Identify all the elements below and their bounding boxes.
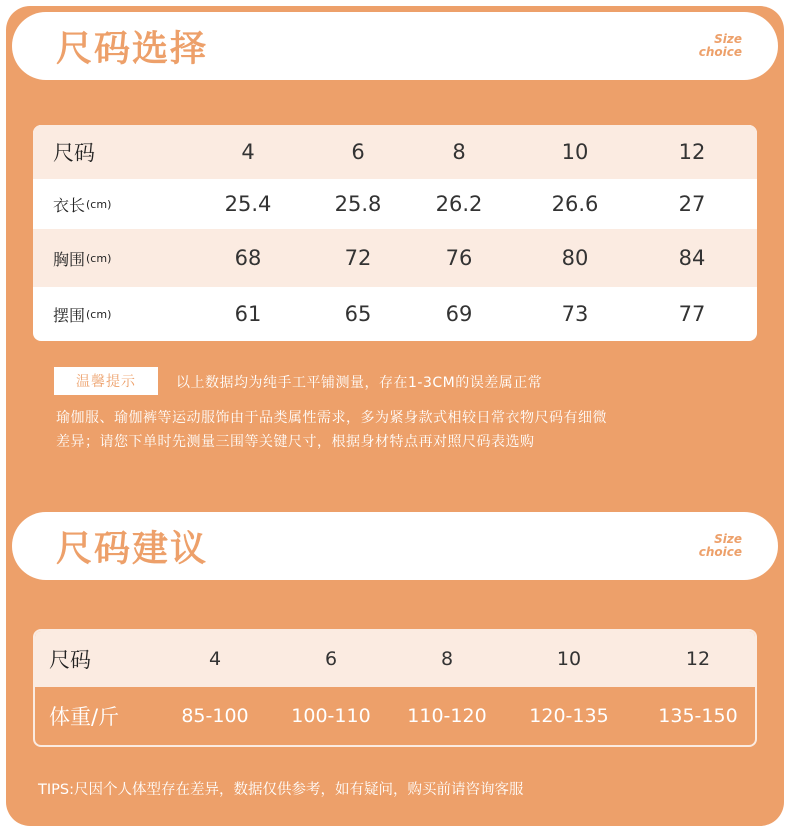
value-cell: 27 bbox=[678, 192, 706, 216]
value-cell: 69 bbox=[445, 302, 473, 326]
size-cell: 12 bbox=[685, 648, 711, 670]
weight-cell: 100-110 bbox=[291, 705, 371, 727]
row-label bbox=[53, 229, 111, 287]
section-tag-line1: Size bbox=[714, 32, 742, 46]
weight-table-header bbox=[35, 631, 755, 687]
note-line-2: 瑜伽服、瑜伽裤等运动服饰由于品类属性需求，多为紧身款式相较日常衣物尺码有细微 bbox=[56, 410, 607, 426]
weight-cell: 135-150 bbox=[658, 705, 738, 727]
section-title: 尺码选择 bbox=[56, 28, 209, 70]
value-cell: 61 bbox=[234, 302, 262, 326]
size-table bbox=[33, 125, 757, 341]
section-banner-size-choice bbox=[12, 12, 778, 80]
value-cell: 25.4 bbox=[224, 192, 272, 216]
value-cell: 73 bbox=[561, 302, 589, 326]
weight-cell: 85-100 bbox=[181, 705, 249, 727]
section-banner-size-advice bbox=[12, 512, 778, 580]
tips-text: TIPS:尺因个人体型存在差异，数据仅供参考，如有疑问，购买前请咨询客服 bbox=[38, 782, 524, 798]
weight-cell: 120-135 bbox=[529, 705, 609, 727]
section-tag-line2: choice bbox=[698, 45, 742, 59]
tip-badge: 温馨提示 bbox=[54, 367, 158, 395]
value-cell: 84 bbox=[678, 246, 706, 270]
size-cell: 8 bbox=[452, 140, 466, 164]
value-cell: 26.2 bbox=[435, 192, 483, 216]
size-table-header bbox=[33, 125, 757, 179]
value-cell: 65 bbox=[344, 302, 372, 326]
row-label bbox=[53, 287, 111, 341]
value-cell: 68 bbox=[234, 246, 262, 270]
size-cell: 6 bbox=[351, 140, 365, 164]
row-label bbox=[53, 179, 111, 229]
weight-table bbox=[33, 629, 757, 747]
note-line-3: 差异；请您下单时先测量三围等关键尺寸，根据身材特点再对照尺码表选购 bbox=[56, 434, 535, 450]
row-label: 体重/斤 bbox=[49, 705, 120, 729]
size-cell: 6 bbox=[324, 648, 338, 670]
row-unit: (cm) bbox=[86, 251, 112, 265]
table-row bbox=[35, 687, 755, 745]
row-label-text: 胸围 bbox=[53, 249, 86, 269]
size-cell: 12 bbox=[678, 140, 706, 164]
row-unit: (cm) bbox=[86, 307, 112, 321]
section-title: 尺码建议 bbox=[56, 528, 209, 570]
table-row bbox=[33, 179, 757, 229]
weight-cell: 110-120 bbox=[407, 705, 487, 727]
row-label-text: 摆围 bbox=[53, 305, 86, 325]
value-cell: 80 bbox=[561, 246, 589, 270]
size-cell: 4 bbox=[208, 648, 222, 670]
header-label: 尺码 bbox=[49, 648, 91, 672]
section-tag-line2: choice bbox=[698, 545, 742, 559]
note-line-1: 以上数据均为纯手工平铺测量，存在1-3CM的误差属正常 bbox=[176, 375, 543, 391]
size-guide-panel bbox=[6, 6, 784, 826]
size-cell: 8 bbox=[440, 648, 454, 670]
section-tag bbox=[699, 33, 742, 59]
value-cell: 76 bbox=[445, 246, 473, 270]
value-cell: 72 bbox=[344, 246, 372, 270]
size-cell: 4 bbox=[241, 140, 255, 164]
section-tag-line1: Size bbox=[714, 532, 742, 546]
size-cell: 10 bbox=[556, 648, 582, 670]
table-row bbox=[33, 229, 757, 287]
size-cell: 10 bbox=[561, 140, 589, 164]
row-unit: (cm) bbox=[86, 197, 112, 211]
table-row bbox=[33, 287, 757, 341]
section-tag bbox=[699, 533, 742, 559]
header-label: 尺码 bbox=[53, 141, 95, 165]
value-cell: 77 bbox=[678, 302, 706, 326]
row-label-text: 衣长 bbox=[53, 195, 86, 215]
value-cell: 26.6 bbox=[551, 192, 599, 216]
value-cell: 25.8 bbox=[334, 192, 382, 216]
